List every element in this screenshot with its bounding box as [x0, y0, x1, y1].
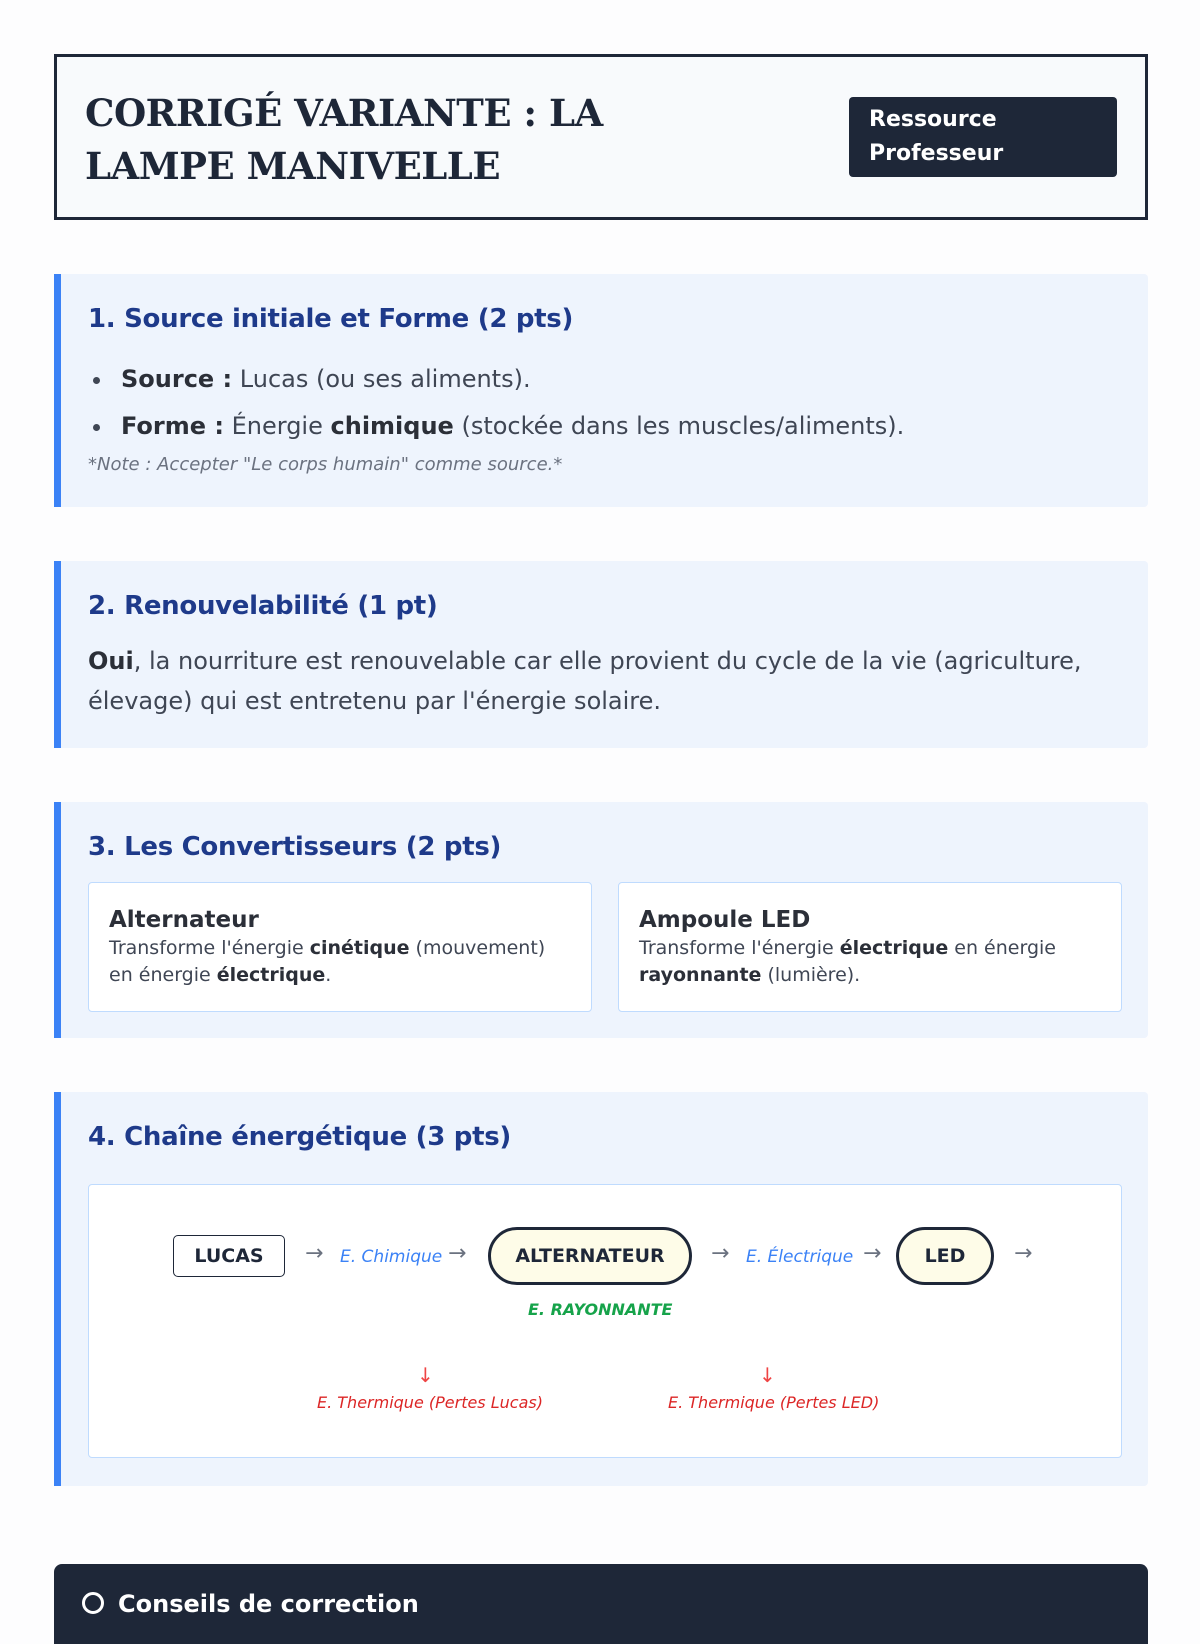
list-item-label: Forme :: [121, 412, 224, 440]
converter-description: [639, 935, 1101, 989]
output-label-radiant: E. RAYONNANTE: [528, 1300, 673, 1319]
arrow-right-icon: →: [305, 1241, 324, 1266]
list-item-text: Énergie: [223, 412, 331, 440]
advice-title: Conseils de correction: [118, 1590, 419, 1618]
info-icon: [82, 1592, 104, 1614]
list-item-emphasis: chimique: [330, 412, 454, 440]
flow-label-electrical: E. Électrique: [746, 1247, 854, 1267]
section-source: [54, 274, 1148, 507]
list-item-text: Lucas (ou ses aliments).: [232, 365, 531, 393]
arrow-right-icon: →: [711, 1241, 730, 1266]
list-item-label: Source :: [121, 365, 233, 393]
resource-badge: Ressource Professeur: [849, 97, 1117, 177]
desc-emphasis: cinétique: [309, 937, 410, 959]
desc-emphasis: rayonnante: [639, 964, 762, 986]
energy-chain-diagram: [88, 1184, 1122, 1458]
desc-emphasis: électrique: [216, 964, 326, 986]
page-title: CORRIGÉ VARIANTE : LA LAMPE MANIVELLE: [85, 91, 603, 188]
node-led: LED: [896, 1227, 994, 1285]
advice-section: [54, 1564, 1148, 1644]
section-title: 1. Source initiale et Forme (2 pts): [88, 304, 574, 334]
list-item: [121, 356, 904, 403]
section-title: 4. Chaîne énergétique (3 pts): [88, 1122, 511, 1152]
loss-label-led: E. Thermique (Pertes LED): [668, 1393, 880, 1412]
section-energy-chain: [54, 1092, 1148, 1486]
converter-title: Ampoule LED: [639, 907, 811, 933]
section-renewability: [54, 561, 1148, 748]
answer-body: , la nourriture est renouvelable car elle provient du cycle de la vie (agriculture, élevage) qui est entretenu par l'énergie solaire.: [88, 647, 1082, 715]
node-alternator: ALTERNATEUR: [488, 1227, 692, 1285]
arrow-right-icon: →: [863, 1241, 882, 1266]
grading-note: *Note : Accepter "Le corps humain" comme source.*: [88, 454, 563, 475]
converter-description: [109, 935, 571, 989]
arrow-down-icon: ↓: [417, 1363, 434, 1387]
section-converters: [54, 802, 1148, 1038]
node-lucas: LUCAS: [173, 1235, 285, 1277]
list-item-text: (stockée dans les muscles/aliments).: [453, 412, 905, 440]
section-title: 3. Les Convertisseurs (2 pts): [88, 832, 502, 862]
desc-text: en énergie: [948, 937, 1056, 959]
answer-text: [88, 641, 1128, 721]
arrow-down-icon: ↓: [759, 1363, 776, 1387]
source-list: [121, 356, 904, 450]
desc-text: (lumière).: [761, 964, 861, 986]
arrow-right-icon: →: [448, 1241, 467, 1266]
desc-text: (mouvement) en énergie: [109, 937, 546, 986]
converter-title: Alternateur: [109, 907, 259, 933]
desc-text: Transforme l'énergie: [109, 937, 310, 959]
loss-label-lucas: E. Thermique (Pertes Lucas): [317, 1393, 543, 1412]
arrow-right-icon: →: [1014, 1241, 1033, 1266]
desc-text: Transforme l'énergie: [639, 937, 840, 959]
converter-card-led: [618, 882, 1122, 1012]
list-item: [121, 403, 904, 450]
answer-emphasis: Oui: [88, 647, 134, 675]
converter-card-alternator: [88, 882, 592, 1012]
desc-text: .: [325, 964, 332, 986]
header-card: [54, 54, 1148, 220]
flow-label-chemical: E. Chimique: [340, 1247, 443, 1267]
desc-emphasis: électrique: [839, 937, 949, 959]
section-title: 2. Renouvelabilité (1 pt): [88, 591, 438, 621]
